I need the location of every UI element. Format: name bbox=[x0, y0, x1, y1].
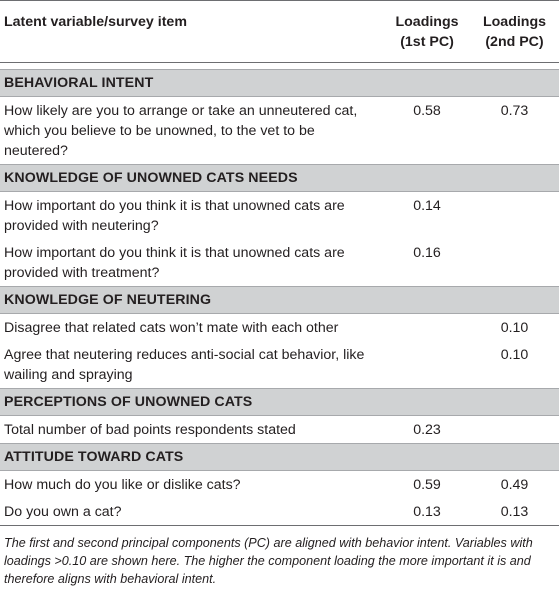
table-row bbox=[0, 341, 559, 389]
section-title: KNOWLEDGE OF NEUTERING bbox=[0, 287, 559, 314]
loading-pc2-cell: 0.73 bbox=[500, 103, 529, 119]
table-footnote: The first and second principal components (PC) are aligned with behavior intent. Variables with loadings >0.10 are shown here. The higher the component loading the more important it is and therefore aligns with behavioral intent. bbox=[4, 536, 533, 586]
section-title: BEHAVIORAL INTENT bbox=[0, 70, 559, 97]
survey-item-cell: How important do you think it is that unowned cats are provided with treatment? bbox=[4, 245, 345, 281]
section-title: PERCEPTIONS OF UNOWNED CATS bbox=[0, 389, 559, 416]
loading-pc1-cell: 0.58 bbox=[413, 103, 441, 119]
loading-pc1-cell: 0.23 bbox=[413, 422, 441, 438]
loading-pc2-cell: 0.10 bbox=[500, 347, 529, 363]
table-row bbox=[0, 97, 559, 165]
loading-pc1-cell: 0.13 bbox=[384, 498, 470, 526]
table-row bbox=[0, 471, 559, 499]
section-header-row bbox=[0, 287, 559, 314]
loading-pc2-cell: 0.13 bbox=[470, 498, 559, 526]
section-header-row bbox=[0, 389, 559, 416]
loading-pc1-cell: 0.14 bbox=[413, 198, 441, 214]
column-header-item bbox=[0, 1, 384, 63]
table-row bbox=[0, 498, 559, 526]
table-row bbox=[0, 239, 559, 287]
column-header-item-label: Latent variable/survey item bbox=[4, 14, 187, 30]
header-row bbox=[0, 1, 559, 63]
column-header-pc1-line2: (1st PC) bbox=[400, 34, 454, 50]
table-row bbox=[0, 192, 559, 240]
loading-pc2-cell bbox=[470, 416, 559, 444]
section-header-row bbox=[0, 165, 559, 192]
survey-item-cell: Total number of bad points respondents stated bbox=[4, 422, 296, 438]
column-header-pc2-line1: Loadings bbox=[482, 14, 547, 30]
column-header-pc2-line2: (2nd PC) bbox=[485, 34, 544, 50]
loading-pc2-cell bbox=[470, 239, 559, 287]
section-title: ATTITUDE TOWARD CATS bbox=[0, 444, 559, 471]
loading-pc1-cell: 0.16 bbox=[413, 245, 441, 261]
loading-pc2-cell bbox=[470, 192, 559, 240]
survey-item-cell: How likely are you to arrange or take an unneutered cat, which you believe to be unowned, to the vet to be neutered? bbox=[4, 103, 358, 159]
loading-pc1-cell bbox=[384, 341, 470, 389]
section-title: KNOWLEDGE OF UNOWNED CATS NEEDS bbox=[0, 165, 559, 192]
table-body bbox=[0, 63, 559, 526]
survey-item-cell: Agree that neutering reduces anti-social cat behavior, like wailing and spraying bbox=[4, 347, 365, 383]
column-header-pc2 bbox=[470, 1, 559, 63]
section-header-row bbox=[0, 70, 559, 97]
column-header-pc1 bbox=[384, 1, 470, 63]
survey-item-cell: Disagree that related cats won’t mate with each other bbox=[4, 320, 339, 336]
loading-pc2-cell: 0.49 bbox=[500, 477, 529, 493]
loading-pc1-cell: 0.59 bbox=[413, 477, 441, 493]
column-header-pc1-line1: Loadings bbox=[395, 14, 459, 30]
survey-item-cell: How important do you think it is that unowned cats are provided with neutering? bbox=[4, 198, 345, 234]
table-row bbox=[0, 416, 559, 444]
loading-pc1-cell bbox=[384, 314, 470, 342]
table-row bbox=[0, 314, 559, 342]
loading-pc2-cell: 0.10 bbox=[500, 320, 529, 336]
spacer-row bbox=[0, 63, 559, 70]
section-header-row bbox=[0, 444, 559, 471]
survey-item-cell: How much do you like or dislike cats? bbox=[4, 477, 241, 493]
survey-item-cell: Do you own a cat? bbox=[0, 498, 384, 526]
